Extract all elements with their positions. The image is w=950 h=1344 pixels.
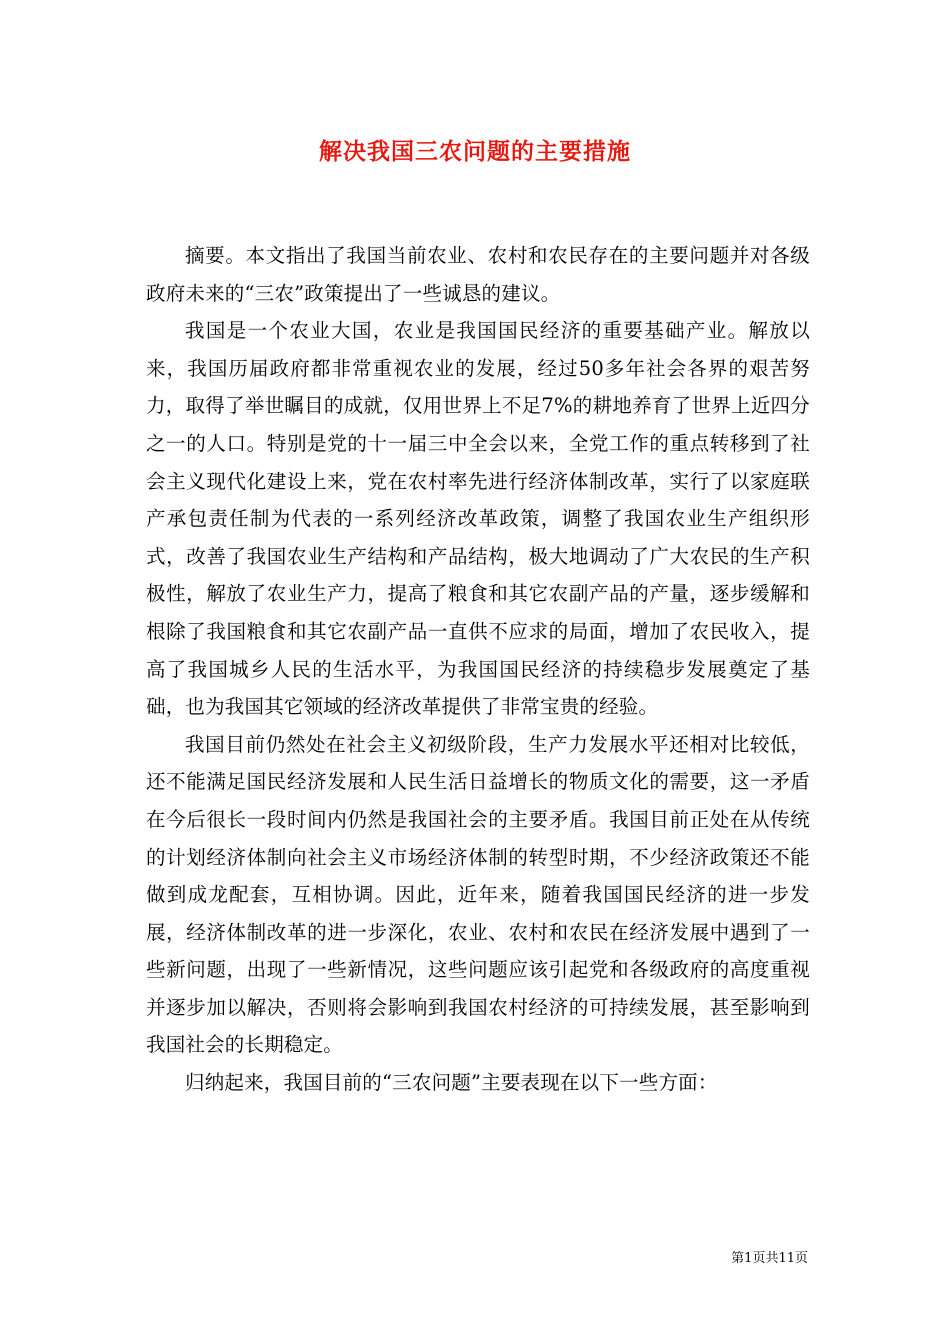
paragraph-current-stage: 我国目前仍然处在社会主义初级阶段，生产力发展水平还相对比较低，还不能满足国民经济发展和人民生活日益增长的物质文化的需要，这一矛盾在今后很长一段时间内仍然是我国社会的主要矛盾。我国目前正处在从传统的计划经济体制向社会主义市场经济体制的转型时期，不少经济政策还不能做到成龙配套，互相协调。因此，近年来，随着我国国民经济的进一步发展，经济体制改革的进一步深化，农业、农村和农民在经济发展中遇到了一些新问题，出现了一些新情况，这些问题应该引起党和各级政府的高度重视并逐步加以解决，否则将会影响到我国农村经济的可持续发展，甚至影响到我国社会的长期稳定。 (146, 732, 810, 1057)
paragraph-abstract: 摘要。本文指出了我国当前农业、农村和农民存在的主要问题并对各级政府未来的“三农”政策提出了一些诚恳的建议。 (146, 244, 810, 305)
paragraph-summary-lead: 归纳起来，我国目前的“三农问题”主要表现在以下一些方面： (185, 1071, 718, 1095)
page-number-footer: 第1页共11页 (731, 1251, 808, 1266)
paragraph-background: 我国是一个农业大国，农业是我国国民经济的重要基础产业。解放以来，我国历届政府都非常重视农业的发展，经过50多年社会各界的艰苦努力，取得了举世瞩目的成就，仅用世界上不足7%的耕地养育了世界上近四分之一的人口。特别是党的十一届三中全会以来，全党工作的重点转移到了社会主义现代化建设上来，党在农村率先进行经济体制改革，实行了以家庭联产承包责任制为代表的一系列经济改革政策，调整了我国农业生产组织形式，改善了我国农业生产结构和产品结构，极大地调动了广大农民的生产积极性，解放了农业生产力，提高了粮食和其它农副产品的产量，逐步缓解和根除了我国粮食和其它农副产品一直供不应求的局面，增加了农民收入，提高了我国城乡人民的生活水平，为我国国民经济的持续稳步发展奠定了基础，也为我国其它领域的经济改革提供了非常宝贵的经验。 (146, 319, 810, 719)
document-body (146, 237, 810, 1102)
document-title: 解决我国三农问题的主要措施 (319, 138, 631, 165)
